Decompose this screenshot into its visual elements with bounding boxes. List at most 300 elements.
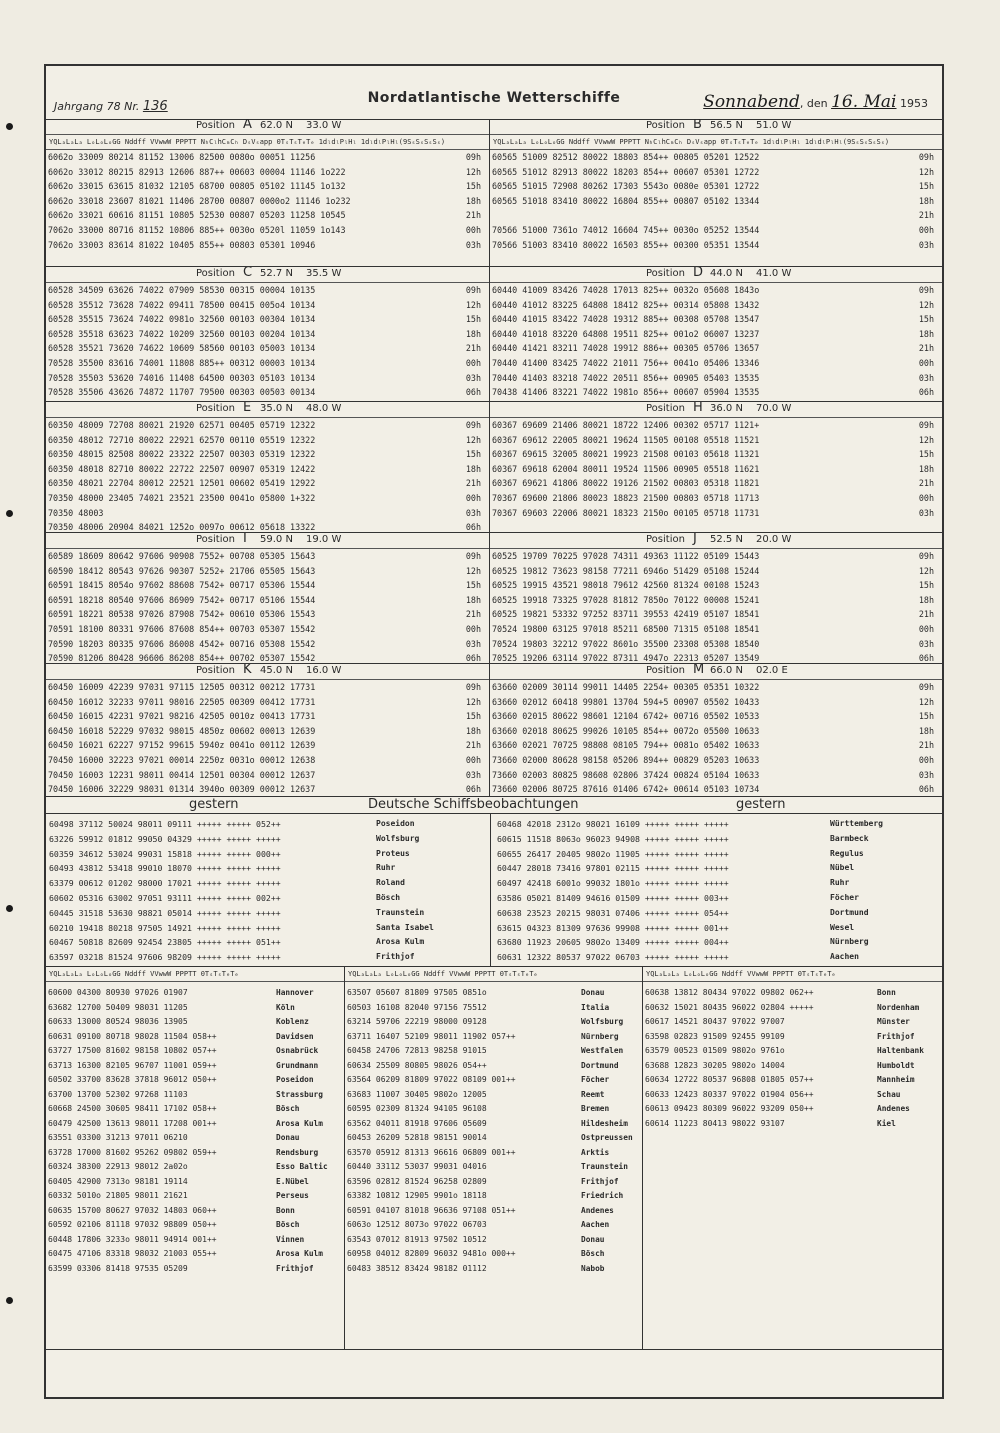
observation-code: 60595 02309 81324 94105 96108 (347, 1104, 487, 1113)
ship-name: Donau (581, 1234, 605, 1244)
position-header (490, 664, 942, 680)
ship-observation-row (46, 1059, 344, 1074)
observation-row (490, 651, 942, 663)
position-longitude: 48.0 W (306, 403, 342, 414)
observation-code: 60497 42418 6001o 99032 1801o +++++ +++++ +++++ (497, 878, 729, 889)
observation-row (46, 753, 489, 768)
ship-name: Dortmund (581, 1060, 619, 1070)
ship-name: Poseidon (276, 1075, 314, 1084)
ship-observation-row (494, 906, 940, 921)
observation-code: 6062o 33009 80214 81152 13006 82500 0080o 00051 11256 (48, 152, 316, 162)
observation-code: 63214 59706 22219 98000 09128 (347, 1017, 487, 1026)
observation-row (46, 768, 489, 783)
position-latitude: 62.0 N (260, 120, 293, 131)
ship-name: Bösch (581, 1249, 605, 1258)
ship-name: Roland (376, 878, 405, 888)
observation-row (46, 447, 489, 462)
observation-row (46, 356, 489, 371)
observation-row (46, 179, 489, 194)
column-header: YQLₐLₐLₐ LₒLₒLₒGG Nddff VVwwW PPPTT NₕCₗhCₘCₕ DₛVₛapp 0TₛTₛTₑTₑ 1dₗdₗPₗHₗ 1dₗdₗPₗHₗ(9SₛSₛSₛSₛ) (490, 135, 942, 150)
ship-name: Humboldt (877, 1060, 915, 1070)
date: 16. Mai (831, 92, 897, 112)
observation-row (490, 194, 942, 209)
observation-code: 60440 41421 83211 74028 19912 886++ 00305 05706 13657 (492, 343, 760, 354)
observation-code: 60350 48015 82508 80022 23322 22507 00303 05319 12322 (48, 449, 316, 460)
ship-observation-row (345, 1175, 643, 1190)
observation-row (46, 724, 489, 739)
observation-code: 73660 02006 80725 87616 01406 6742+ 00614 05103 10734 (492, 784, 760, 795)
observation-code: 60447 28018 73416 97801 02115 +++++ +++++ +++++ (497, 863, 729, 874)
observation-time: 21h (918, 478, 934, 489)
observation-time: 09h (465, 682, 481, 692)
observation-row (46, 208, 489, 223)
observation-code: 60367 69612 22005 80021 19624 11505 00108 05518 11521 (492, 434, 760, 445)
ship-name: Bremen (581, 1104, 610, 1113)
ship-name: Esso Baltic (276, 1162, 328, 1171)
ship-observation-row (643, 986, 942, 1001)
observation-row (46, 578, 489, 593)
position-block-j (490, 532, 942, 663)
position-label: Position (646, 665, 685, 676)
observation-time: 15h (918, 314, 934, 325)
observation-time: 12h (465, 696, 481, 707)
ship-name: Ruhr (830, 878, 850, 888)
observation-code: 63551 03300 31213 97011 06210 (48, 1133, 188, 1142)
observation-code: 60638 23523 20215 98031 07406 +++++ +++++ 054++ (497, 907, 729, 918)
position-latitude: 52.7 N (260, 268, 293, 279)
observation-row (490, 208, 942, 223)
ship-observation-row (345, 1204, 643, 1219)
observation-row (46, 491, 489, 506)
ship-observation-row (46, 1247, 344, 1262)
ship-observation-row (345, 1030, 643, 1045)
ship-name: Mannheim (877, 1075, 915, 1084)
ship-name: Proteus (376, 848, 410, 858)
observation-code: 60632 15021 80435 96022 02804 +++++ (645, 1002, 814, 1012)
observation-time: 09h (918, 682, 934, 692)
observation-code: 6062o 33018 23607 81021 11406 28700 00807 0000o2 11146 1o232 (48, 195, 351, 206)
ship-name: Hannover (276, 988, 314, 997)
observation-row (46, 298, 489, 313)
observation-time: 15h (918, 711, 934, 722)
observation-time: 00h (918, 357, 934, 368)
observation-row (490, 695, 942, 710)
position-letter: K (243, 663, 252, 677)
observation-code: 60525 19918 73325 97028 81812 7850o 70122 00008 15241 (492, 594, 760, 605)
observation-row (46, 418, 489, 433)
ship-name: Wolfsburg (581, 1017, 624, 1026)
position-latitude: 66.0 N (710, 665, 743, 676)
ship-observation-row (345, 1073, 643, 1088)
observation-time: 21h (465, 609, 481, 620)
observation-code: 70590 81206 80428 96606 86208 854++ 00702 05307 15542 (48, 653, 316, 663)
ship-observation-row (46, 1001, 344, 1016)
observation-code: 60565 51015 72908 80262 17303 5543o 0080e 05301 12722 (492, 181, 760, 192)
observation-row (46, 738, 489, 753)
observation-code: 60633 12423 80337 97022 01904 056++ (645, 1089, 814, 1099)
observation-code: 60528 35515 73624 74022 0981o 32560 00103 00304 10134 (48, 314, 316, 325)
ship-observation-row (46, 1233, 344, 1248)
observation-code: 63507 05607 81809 97505 0851o (347, 988, 487, 997)
ship-name: Kiel (877, 1118, 896, 1128)
position-longitude: 41.0 W (756, 268, 792, 279)
ship-name: Donau (581, 988, 605, 997)
ship-name: Ostpreussen (581, 1133, 633, 1142)
ship-name: Nabob (581, 1263, 605, 1273)
observation-time: 18h (465, 195, 481, 206)
ship-observation-row (46, 1117, 344, 1132)
observation-row (490, 738, 942, 753)
date-info (703, 92, 928, 112)
ship-observation-row (345, 1131, 643, 1146)
observation-code: 63579 00523 01509 9802o 9761o (645, 1046, 785, 1055)
observation-row (490, 622, 942, 637)
observation-code: 63660 02012 60418 99801 13704 594+5 00907 05502 10433 (492, 696, 760, 707)
observation-code: 60367 69621 41806 80022 19126 21502 00803 05318 11821 (492, 478, 760, 489)
ship-observation-row (46, 891, 492, 906)
observation-code: 60592 02106 81118 97032 98809 050++ (48, 1220, 217, 1229)
observation-row (46, 520, 489, 532)
position-block-k (46, 663, 490, 796)
ship-name: Wolfsburg (376, 833, 420, 843)
weekday: Sonnabend (703, 92, 800, 112)
ship-name: Davidsen (276, 1031, 314, 1041)
ship-name: Münster (877, 1017, 910, 1026)
position-latitude: 45.0 N (260, 665, 293, 676)
observation-code: 70438 41406 83221 74022 1981o 856++ 00607 05904 13535 (492, 387, 760, 398)
column-header: YQLₐLₐLₐ LₒLₒLₒGG Nddff VVwwW PPPTT 0TₛTₛTₑTₑ (643, 967, 942, 982)
position-longitude: 35.5 W (306, 268, 342, 279)
ship-observation-row (46, 1073, 344, 1088)
ship-observation-row (494, 832, 940, 847)
observation-code: 63680 11923 20605 9802o 13409 +++++ +++++ 004++ (497, 937, 729, 948)
observation-code: 70528 35506 43626 74872 11707 79500 00303 00503 00134 (48, 387, 316, 398)
ship-observation-row (494, 935, 940, 950)
observation-time: 18h (918, 594, 934, 605)
ship-observation-row (46, 1102, 344, 1117)
observation-code: 70528 35503 53620 74016 11408 64500 00303 05103 10134 (48, 372, 316, 383)
ship-observation-row (46, 935, 492, 950)
observation-row (490, 578, 942, 593)
observation-time: 12h (918, 565, 934, 576)
position-label: Position (646, 403, 685, 414)
ship-name: Bösch (376, 892, 401, 902)
ship-observation-row (345, 986, 643, 1001)
observation-row (46, 371, 489, 386)
bottom-observations (46, 966, 942, 1350)
position-block-b (490, 119, 942, 266)
observation-code: 70525 19206 63114 97022 87311 4947o 22313 05207 13549 (492, 653, 760, 663)
observation-row (46, 564, 489, 579)
ship-name: Arosa Kulm (376, 937, 425, 947)
ship-observation-row (46, 1189, 344, 1204)
ship-name: Frithjof (877, 1031, 915, 1041)
observation-row (490, 782, 942, 796)
ship-name: Donau (276, 1133, 300, 1142)
ship-name: Ruhr (376, 863, 396, 873)
ship-observation-row (345, 1117, 643, 1132)
observation-code: 70367 69600 21806 80023 18823 21500 00803 05718 11713 (492, 492, 760, 503)
observation-code: 60493 43812 53418 99010 18070 +++++ +++++ +++++ (49, 863, 281, 874)
observation-time: 21h (465, 478, 481, 489)
ship-name: Arktis (581, 1147, 610, 1157)
observation-row (46, 476, 489, 491)
observation-time: 12h (465, 565, 481, 576)
ship-name: Bonn (276, 1205, 295, 1215)
observation-code: 60528 35512 73628 74022 09411 78500 00415 005o4 10134 (48, 299, 316, 310)
observation-time: 15h (465, 711, 481, 722)
observation-code: 60445 31518 53630 98821 05014 +++++ +++++ +++++ (49, 907, 281, 918)
ship-name: Poseidon (376, 819, 415, 828)
observation-time: 03h (918, 769, 934, 780)
ship-observation-row (46, 1262, 344, 1277)
observation-time: 12h (465, 299, 481, 310)
position-latitude: 44.0 N (710, 268, 743, 279)
observation-code: 60479 42500 13613 98011 17208 001++ (48, 1118, 217, 1128)
ship-name: Württemberg (830, 819, 883, 828)
position-header (46, 267, 489, 283)
observation-code: 60602 05316 63002 97051 93111 +++++ +++++ 002++ (49, 892, 281, 903)
ship-name: Arosa Kulm (276, 1118, 323, 1128)
ship-observation-row (345, 1059, 643, 1074)
observation-row (46, 165, 489, 180)
ship-observation-row (46, 1204, 344, 1219)
observation-code: 60367 69609 21406 80021 18722 12406 00302 05717 1121+ (492, 420, 760, 430)
ship-name: Traunstein (581, 1162, 628, 1171)
ship-name: Andenes (877, 1104, 910, 1113)
observation-time: 09h (918, 152, 934, 162)
observation-code: 70350 48003 (48, 507, 104, 518)
column-header: YQLₐLₐLₐ LₒLₒLₒGG Nddff VVwwW PPPTT 0TₛTₛTₑTₑ (345, 967, 643, 982)
observation-code: 7062o 33000 80716 81152 10806 885++ 0030o 0520l 11059 1o143 (48, 224, 346, 235)
ship-name: Koblenz (276, 1017, 309, 1026)
observation-time: 15h (465, 580, 481, 591)
observation-code: 60525 19915 43521 98018 79612 42560 81324 00108 15243 (492, 580, 760, 591)
ship-observation-row (643, 1015, 942, 1030)
observation-row (490, 753, 942, 768)
observation-time: 21h (918, 609, 934, 620)
position-label: Position (196, 120, 235, 131)
ship-name: Föcher (830, 892, 859, 902)
observation-row (490, 637, 942, 652)
observation-time: 06h (918, 653, 934, 663)
observation-row (490, 371, 942, 386)
position-header (46, 533, 489, 549)
observation-time: 09h (465, 551, 481, 561)
observation-code: 60589 18609 80642 97606 90908 7552+ 00708 05305 15643 (48, 551, 316, 561)
ship-name: Santa Isabel (376, 922, 434, 932)
position-header (490, 119, 942, 135)
observation-code: 60467 50818 82609 92454 23805 +++++ +++++ 051++ (49, 937, 281, 948)
ship-name: Grundmann (276, 1060, 319, 1070)
ship-name: Nürnberg (830, 937, 869, 947)
ship-observation-row (46, 950, 492, 965)
observation-code: 60634 12722 80537 96808 01805 057++ (645, 1075, 814, 1084)
bottom-rows (345, 982, 643, 1276)
observation-time: 21h (918, 210, 934, 221)
observation-code: 60525 19821 53332 97252 83711 39553 42419 05107 18541 (492, 609, 760, 620)
observation-row (490, 283, 942, 298)
observation-code: 60332 5010o 21805 98011 21621 (48, 1191, 188, 1200)
observation-code: 63700 13700 52302 97268 11103 (48, 1089, 188, 1099)
observation-code: 70350 48006 20904 84021 1252o 0097o 00612 05618 13322 (48, 522, 316, 532)
punch-hole (6, 905, 13, 912)
observation-time: 12h (918, 434, 934, 445)
observation-code: 63615 04323 81309 97636 99908 +++++ +++++ 001++ (497, 922, 729, 933)
ship-observation-row (345, 1247, 643, 1262)
observation-code: 60440 33112 53037 99031 04016 (347, 1162, 487, 1171)
bottom-column-3 (642, 967, 942, 1350)
observation-time: 21h (918, 740, 934, 751)
observation-row (490, 476, 942, 491)
position-header (46, 402, 489, 418)
issue-info (54, 99, 168, 114)
ship-name: Andenes (581, 1205, 614, 1215)
ship-observation-row (643, 1088, 942, 1103)
column-header: YQLₐLₐLₐ LₒLₒLₒGG Nddff VVwwW PPPTT NₕCₗhCₘCₕ DₛVₛapp 0TₛTₛTₑTₑ 1dₗdₗPₗHₗ 1dₗdₗPₗHₗ(9SₛSₛSₛSₛ) (46, 135, 489, 150)
position-label: Position (646, 120, 685, 131)
observation-row (490, 223, 942, 238)
position-label: Position (196, 403, 235, 414)
observation-time: 18h (465, 725, 481, 736)
punch-hole (6, 123, 13, 130)
ship-observation-row (643, 1059, 942, 1074)
ship-name: Haltenbank (877, 1046, 924, 1055)
observation-row (46, 782, 489, 796)
observation-code: 6063o 12512 8073o 97022 06703 (347, 1220, 487, 1229)
observation-code: 70350 48000 23405 74021 23521 23500 0041o 05800 1+322 (48, 492, 316, 503)
observation-code: 60475 47106 83318 98032 21003 055++ (48, 1249, 217, 1258)
observation-time: 03h (918, 239, 934, 250)
observation-time: 21h (918, 343, 934, 354)
position-latitude: 59.0 N (260, 534, 293, 545)
observation-time: 03h (918, 638, 934, 649)
observation-code: 60591 18415 8054o 97602 88608 7542+ 00717 05306 15544 (48, 580, 316, 591)
position-label: Position (646, 534, 685, 545)
ship-observation-row (46, 1160, 344, 1175)
observation-row (490, 433, 942, 448)
observation-code: 60440 41012 83225 64808 18412 825++ 00314 05808 13432 (492, 299, 760, 310)
observation-code: 7062o 33003 83614 81022 10405 855++ 00803 05301 10946 (48, 239, 316, 250)
observation-row (490, 238, 942, 253)
observation-code: 60591 04107 81018 96636 97108 051++ (347, 1205, 516, 1215)
observation-code: 60528 34509 63626 74022 07909 58530 00315 00004 10135 (48, 285, 316, 295)
observation-code: 60359 34612 53024 99031 15818 +++++ +++++ 000++ (49, 848, 281, 859)
observation-code: 70590 18203 80335 97606 86008 4542+ 00716 05308 15542 (48, 638, 316, 649)
observation-time: 18h (465, 463, 481, 474)
observation-code: 63570 05912 81313 96616 06809 001++ (347, 1147, 516, 1157)
form-header (46, 66, 942, 120)
observation-code: 60617 14521 80437 97022 97007 (645, 1017, 785, 1026)
observation-time: 12h (918, 166, 934, 177)
observation-code: 70524 19803 32212 97022 8601o 35500 23308 05308 18540 (492, 638, 760, 649)
issue-number: 136 (142, 99, 168, 114)
ship-observation-row (494, 847, 940, 862)
ship-observation-row (345, 1015, 643, 1030)
observation-row (490, 418, 942, 433)
observation-code: 63711 16407 52109 98011 11902 057++ (347, 1031, 516, 1041)
observation-code: 63382 10812 12905 9901o 18118 (347, 1191, 487, 1200)
observation-code: 70450 16000 32223 97021 00014 2250z 0031o 00012 12638 (48, 754, 316, 765)
observation-code: 60615 11518 8063o 96023 94908 +++++ +++++ +++++ (497, 833, 729, 844)
observation-time: 09h (465, 420, 481, 430)
observation-code: 70440 41400 83425 74022 21011 756++ 0041o 05406 13346 (492, 357, 760, 368)
observation-code: 60525 19709 70225 97028 74311 49363 11122 05109 15443 (492, 551, 760, 561)
position-letter: M (693, 663, 705, 677)
observation-code: 70440 41403 83218 74022 20511 856++ 00905 05403 13535 (492, 372, 760, 383)
observation-code: 6062o 33021 60616 81151 10805 52530 00807 05203 11258 10545 (48, 210, 346, 221)
observation-row (490, 165, 942, 180)
observation-code: 60210 19418 80218 97505 14921 +++++ +++++ +++++ (49, 922, 281, 933)
position-longitude: 70.0 W (756, 403, 792, 414)
ship-observation-row (345, 1146, 643, 1161)
observation-row (46, 709, 489, 724)
column-header: YQLₐLₐLₐ LₒLₒLₒGG Nddff VVwwW PPPTT 0TₛTₛTₑTₑ (46, 967, 344, 982)
observation-time: 15h (465, 449, 481, 460)
ship-observation-row (345, 1088, 643, 1103)
observation-row (46, 341, 489, 356)
ship-observation-row (494, 817, 940, 832)
observation-code: 60448 17806 3233o 98011 94914 001++ (48, 1234, 217, 1244)
position-block-i (46, 532, 490, 663)
observation-row (46, 385, 489, 400)
ship-observation-row (345, 1160, 643, 1175)
observation-time: 18h (465, 594, 481, 605)
observation-code: 60565 51018 83410 80022 16804 855++ 00807 05102 13344 (492, 195, 760, 206)
observation-time: 00h (465, 623, 481, 634)
observation-code: 6062o 33012 80215 82913 12606 887++ 00603 00004 11146 1o222 (48, 166, 346, 177)
ship-observation-row (46, 876, 492, 891)
position-longitude: 02.0 E (756, 665, 788, 676)
observation-row (46, 462, 489, 477)
observation-row (490, 462, 942, 477)
observation-code: 60450 16021 62227 97152 99615 5940z 0041o 00112 12639 (48, 740, 316, 751)
observation-code: 60565 51012 82913 80022 18203 854++ 00607 05301 12722 (492, 166, 760, 177)
ship-observation-row (46, 1044, 344, 1059)
ship-observation-row (46, 1175, 344, 1190)
observation-time: 06h (465, 653, 481, 663)
ship-observation-row (494, 876, 940, 891)
observation-time: 00h (465, 224, 481, 235)
observation-code: 60450 16012 32233 97011 98016 22505 00309 00412 17731 (48, 696, 316, 707)
ship-name: Barmbeck (830, 833, 869, 843)
position-letter: A (243, 119, 252, 132)
ship-name: Rendsburg (276, 1147, 319, 1157)
observation-row (490, 506, 942, 521)
gestern-left: gestern (189, 797, 239, 812)
ship-observation-row (46, 1030, 344, 1045)
ship-name: Friedrich (581, 1191, 624, 1200)
ship-observation-row (46, 906, 492, 921)
observation-time: 03h (465, 507, 481, 518)
position-letter: I (243, 532, 247, 546)
ship-observation-row (494, 950, 940, 965)
observation-row (46, 695, 489, 710)
position-longitude: 19.0 W (306, 534, 342, 545)
observation-time: 06h (465, 522, 481, 532)
ship-name: Frithjof (276, 1263, 314, 1273)
ship-name: Nübel (830, 863, 855, 873)
ship-observation-row (46, 847, 492, 862)
observation-code: 60631 09100 80718 98028 11504 058++ (48, 1031, 217, 1041)
observation-row (490, 298, 942, 313)
observation-time: 06h (465, 784, 481, 795)
observation-time: 18h (918, 195, 934, 206)
observation-code: 63586 05021 81409 94616 01509 +++++ +++++ 003++ (497, 892, 729, 903)
observation-row (46, 651, 489, 663)
observation-time: 03h (918, 507, 934, 518)
position-latitude: 56.5 N (710, 120, 743, 131)
